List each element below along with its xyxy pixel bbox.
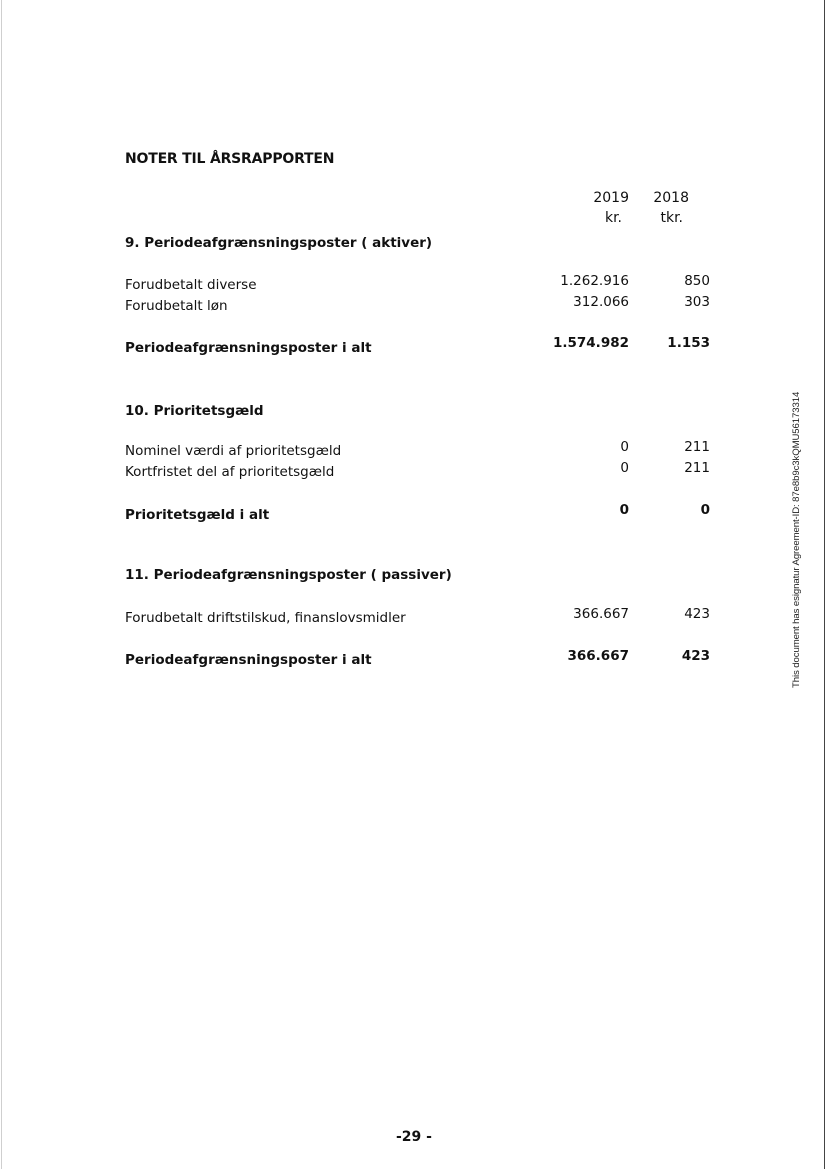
note-9-total-label: Periodeafgrænsningsposter i alt [125, 340, 372, 356]
note-10-total-value-2018: 0 [700, 502, 710, 518]
scan-edge-right [824, 0, 825, 1169]
note-10-total-value-2019: 0 [619, 502, 629, 518]
note-9-total-value-2019: 1.574.982 [552, 335, 629, 351]
column-header-2018-year: 2018 [653, 190, 689, 206]
note-11-heading: 11. Periodeafgrænsningsposter ( passiver) [125, 567, 452, 583]
note-9-row-label: Forudbetalt diverse [125, 277, 257, 293]
note-10-row-value-2019: 0 [620, 439, 629, 455]
note-11-total-label: Periodeafgrænsningsposter i alt [125, 652, 372, 668]
note-9-row-value-2019: 1.262.916 [560, 273, 629, 289]
note-9-row-value-2018: 850 [684, 273, 710, 289]
note-11-total-value-2018: 423 [681, 648, 710, 664]
note-11-total-value-2019: 366.667 [567, 648, 629, 664]
note-11-row-label: Forudbetalt driftstilskud, finanslovsmidler [125, 610, 406, 626]
note-11-row-value-2018: 423 [684, 606, 710, 622]
note-9-row-value-2019: 312.066 [573, 294, 629, 310]
column-header-2019-unit: kr. [604, 210, 622, 226]
column-header-2018-unit: tkr. [660, 210, 683, 226]
note-9-row-label: Forudbetalt løn [125, 298, 228, 314]
note-10-row-value-2018: 211 [684, 439, 710, 455]
note-10-row-value-2019: 0 [620, 460, 629, 476]
note-10-heading: 10. Prioritetsgæld [125, 403, 264, 419]
esignatur-side-note: This document has esignatur Agreement-ID: 87e8b9c3kQMU56173314 [791, 391, 802, 688]
column-header-2019-year: 2019 [593, 190, 629, 206]
note-9-total-value-2018: 1.153 [667, 335, 710, 351]
note-9-row-value-2018: 303 [684, 294, 710, 310]
page-title: NOTER TIL ÅRSRAPPORTEN [125, 151, 335, 167]
page-number: -29 - [396, 1129, 432, 1145]
note-10-row-label: Kortfristet del af prioritetsgæld [125, 464, 335, 480]
note-9-heading: 9. Periodeafgrænsningsposter ( aktiver) [125, 235, 433, 251]
note-10-row-label: Nominel værdi af prioritetsgæld [125, 443, 342, 459]
note-11-row-value-2019: 366.667 [573, 606, 629, 622]
note-10-total-label: Prioritetsgæld i alt [125, 507, 270, 523]
note-10-row-value-2018: 211 [684, 460, 710, 476]
scan-edge-left [1, 0, 2, 1169]
